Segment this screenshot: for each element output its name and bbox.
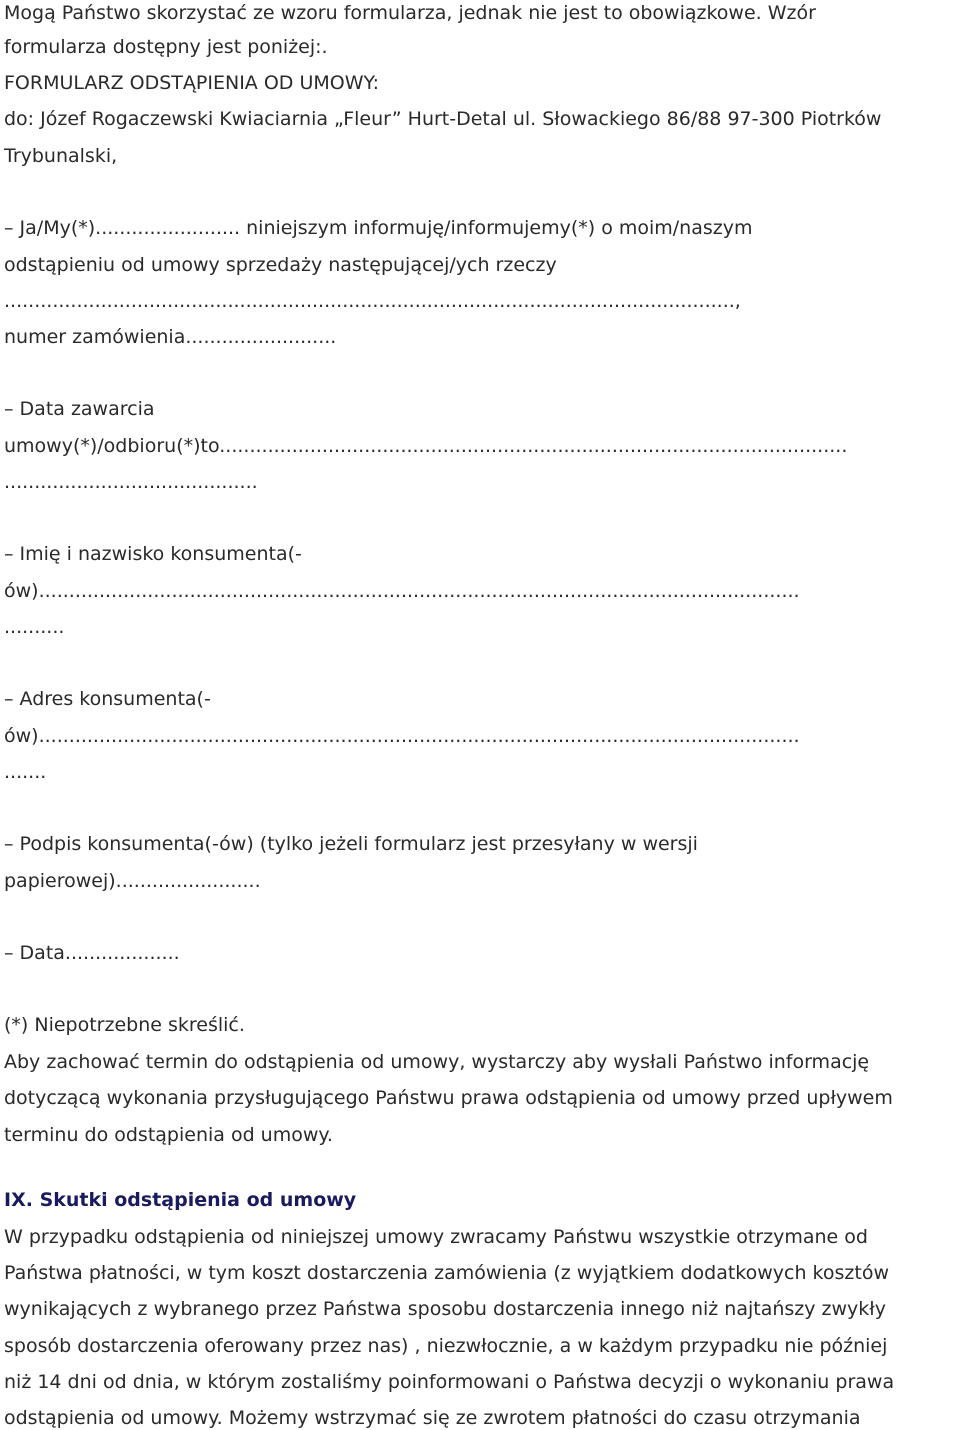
intro-line-1: Mogą Państwo skorzystać ze wzoru formularza, jednak nie jest to obowiązkowe. Wzór [4, 2, 816, 24]
deadline-line-2: dotyczącą wykonania przysługującego Państwu prawa odstąpienia od umowy przed upływem [4, 1087, 893, 1109]
section-ix-line-1: W przypadku odstąpienia od niniejszej umowy zwracamy Państwu wszystkie otrzymane od [4, 1226, 868, 1248]
section-ix-line-2: Państwa płatności, w tym koszt dostarczenia zamówienia (z wyjątkiem dodatkowych kosztów [4, 1262, 889, 1284]
contract-date-line-1: umowy(*)/odbioru(*)to........................................................................................................ [4, 435, 848, 457]
contract-date-label: – Data zawarcia [4, 398, 155, 420]
contract-date-line-2: .......................................... [4, 471, 258, 493]
deadline-line-3: terminu do odstąpienia od umowy. [4, 1124, 333, 1146]
notice-line-1: – Ja/My(*)........................ niniejszym informuję/informujemy(*) o moim/naszym [4, 217, 753, 239]
notice-line-3: ........................................................................................................................., [4, 290, 741, 312]
section-ix-line-3: wynikających z wybranego przez Państwa sposobu dostarczenia innego niż najtańszy zwykły [4, 1298, 886, 1320]
signature-line-2: papierowej)........................ [4, 870, 261, 892]
signature-line-1: – Podpis konsumenta(-ów) (tylko jeżeli formularz jest przesyłany w wersji [4, 833, 698, 855]
strike-note: (*) Niepotrzebne skreślić. [4, 1014, 245, 1036]
section-ix-line-4: sposób dostarczenia oferowany przez nas) , niezwłocznie, a w każdym przypadku nie później [4, 1335, 888, 1357]
section-ix-line-5: niż 14 dni od dnia, w którym zostaliśmy poinformowani o Państwa decyzji o wykonaniu prawa [4, 1371, 895, 1393]
order-number-line: numer zamówienia......................... [4, 326, 337, 348]
recipient-line-2: Trybunalski, [4, 145, 118, 167]
recipient-line-1: do: Józef Rogaczewski Kwiaciarnia „Fleur” Hurt-Detal ul. Słowackiego 86/88 97-300 Piotrków [4, 108, 882, 130]
consumer-name-line-1: ów).............................................................................................................................. [4, 580, 800, 602]
section-ix-heading [4, 1188, 356, 1212]
notice-line-2: odstąpieniu od umowy sprzedaży następującej/ych rzeczy [4, 254, 557, 276]
section-ix-number: IX. [4, 1189, 33, 1211]
intro-line-2: formularza dostępny jest poniżej:. [4, 36, 328, 58]
consumer-address-line-2: ....... [4, 761, 47, 783]
consumer-name-label: – Imię i nazwisko konsumenta(- [4, 543, 302, 565]
section-ix-title: Skutki odstąpienia od umowy [39, 1189, 357, 1211]
deadline-line-1: Aby zachować termin do odstąpienia od umowy, wystarczy aby wysłali Państwo informację [4, 1051, 870, 1073]
consumer-address-label: – Adres konsumenta(- [4, 688, 211, 710]
section-ix-line-6: odstąpienia od umowy. Możemy wstrzymać się ze zwrotem płatności do czasu otrzymania [4, 1407, 861, 1429]
consumer-name-line-2: .......... [4, 616, 65, 638]
date-line: – Data................... [4, 942, 180, 964]
form-title: FORMULARZ ODSTĄPIENIA OD UMOWY: [4, 72, 379, 94]
consumer-address-line-1: ów).............................................................................................................................. [4, 725, 800, 747]
